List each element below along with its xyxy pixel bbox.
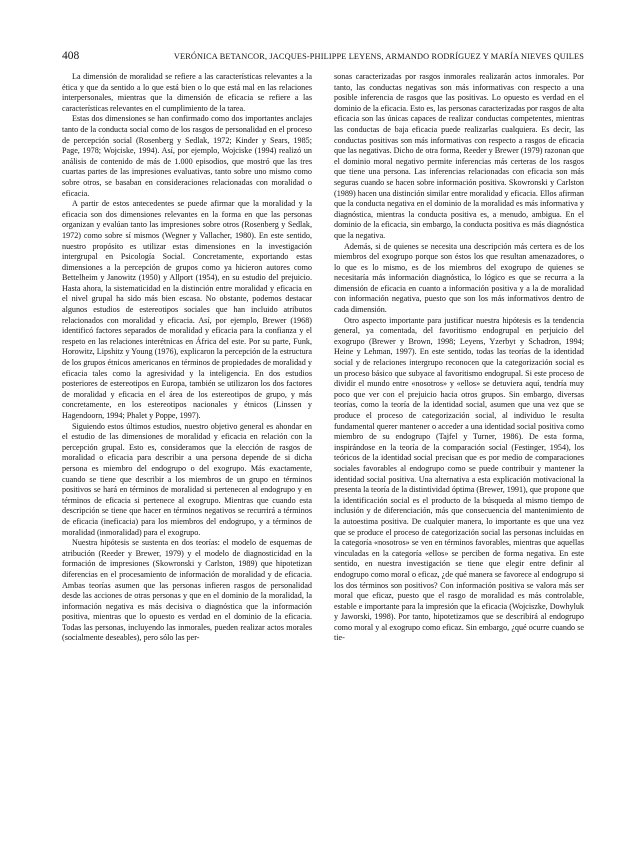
left-column (62, 72, 312, 644)
paragraph: Otro aspecto importante para justificar nuestra hipótesis es la tendencia general, ya comentada, del favoritismo endogrupal en perjuicio del exogrupo (Brewer y Brown, 1998; Leyens, Yzerbyt y Schadron, 1994; Heine y Lehman, 1997). En este sentido, todas las teorías de la identidad social y de relaciones intergrupo reconocen que la categorización social es un proceso básico que subyace al favoritismo endogrupal. Si este proceso de dividir el mundo entre «nosotros» y «ellos» se detuviera aquí, tendría muy poco que ver con el prejuicio hacia otros grupos. Sin embargo, diversas teorías, como la teoría de la identidad social, asumen que una vez que se produce el proceso de categorización social, al individuo le resulta fundamental querer mantener o acceder a una identidad social positiva como miembro de su endogrupo (Tajfel y Turner, 1986). De esta forma, inspirándose en la teoría de la comparación social (Festinger, 1954), los teóricos de la identidad social precisan que es por medio de comparaciones sociales favorables al endogrupo como se puede contribuir y mantener la identidad social positiva. Una alternativa a esta explicación motivacional la presenta la teoría de la distintividad óptima (Brewer, 1991), que propone que la identificación social es el producto de la búsqueda al mismo tiempo de inclusión y de diferenciación, más que consecuencia del mantenimiento de la autoestima positiva. De cualquier manera, lo importante es que una vez que se produce el proceso de categorización social las personas incluidas en la categoría «nosotros» se ven en términos favorables, mientras que aquellas vinculadas en la categoría «ellos» se perciben de forma negativa. En este sentido, en nuestra investigación se tiene que elegir entre definir al endogrupo como moral o eficaz, ¿de qué manera se favorece al endogrupo si los dos términos son positivos? Con información positiva se valora más ser moral que eficaz, puesto que el rasgo de moralidad es más controlable, estable e importante para la impresión que la eficacia (Wojciszke, Dowhyluk y Jaworski, 1998). Por tanto, hipotetizamos que se describirá al endogrupo como moral y al exogrupo como eficaz. Sin embargo, ¿qué ocurre cuando se tie- (334, 315, 584, 643)
paragraph: La dimensión de moralidad se refiere a las características relevantes a la ética y que da sentido a lo que está bien o lo que está mal en las relaciones interpersonales, mientras que la dimensión de eficacia se refiere a las características relevantes en el cumplimiento de la tarea. (62, 72, 312, 113)
paragraph: Nuestra hipótesis se sustenta en dos teorías: el modelo de esquemas de atribución (Reeder y Brewer, 1979) y el modelo de diagnosticidad en la formación de impresiones (Skowronski y Carlston, 1989) que hipotetizan diferencias en el procesamiento de información de moralidad y de eficacia. Ambas teorías asumen que las personas infieren rasgos de personalidad desde las acciones de otras personas y que en el dominio de la moralidad, la información negativa es más decisiva o diagnóstica que la información positiva, mientras que lo opuesto es verdad en el dominio de la eficacia. Todas las personas, incluyendo las inmorales, pueden realizar actos morales (socialmente deseables), pero sólo las per- (62, 538, 312, 643)
page-number: 408 (62, 50, 80, 62)
paragraph: Además, si de quienes se necesita una descripción más certera es de los miembros del exogrupo porque son éstos los que resultan amenazadores, o lo que es lo mismo, es de los miembros del exogrupo de quienes se necesitaría más información diagnóstica, lo lógico es que se recurra a la dimensión de eficacia en cuanto a información positiva y a la de moralidad con información negativa, puesto que son los más informativos dentro de cada dimensión. (334, 241, 584, 315)
right-column (334, 72, 584, 644)
paragraph-continuation: sonas caracterizadas por rasgos inmorales realizarán actos inmorales. Por tanto, las conductas negativas son más informativas con respecto a una posible inferencia de rasgos que las positivas. Lo opuesto es verdad en el dominio de la eficacia. Esto es, las personas caracterizadas por rasgos de alta eficacia son las únicas capaces de realizar conductas competentes, mientras las conductas de baja eficacia puede realizarlas cualquiera. Es decir, las conductas positivas son más informativas con respecto a rasgos de eficacia que las negativas. Dicho de otra forma, Reeder y Brewer (1979) razonan que el dominio moral negativo permite inferencias más certeras de los rasgos que tiene una persona. Las inferencias relacionadas con eficacia son más seguras cuando se hacen sobre información positiva. Skowronski y Carlston (1989) hacen una distinción similar entre moralidad y eficacia. Ellos afirman que la conducta negativa en el dominio de la moralidad es más informativa y diagnóstica, mientras la conducta positiva es, a menudo, ambigua. En el dominio de la eficacia, sin embargo, la conducta positiva es más diagnóstica que la negativa. (334, 72, 584, 240)
paragraph: A partir de estos antecedentes se puede afirmar que la moralidad y la eficacia son dos dimensiones relevantes en la forma en que las personas organizan y evalúan tanto las impresiones sobre otros (Rosenberg y Sedlak, 1972) como sobre sí mismos (Wegner y Vallacher, 1980). En este sentido, nuestro propósito es utilizar estas dimensiones en la investigación intergrupal en Psicología Social. Concretamente, exportando estas dimensiones a la percepción de grupos como ya hicieron autores como Bettelheim y Janowitz (1950) y Allport (1954), en su estudio del prejuicio. Hasta ahora, la sistematicidad en la distinción entre moralidad y eficacia en el nivel grupal ha sido más bien escasa. No obstante, podemos destacar algunos estudios de estereotipos sociales que han incluido atributos relacionados con moralidad y eficacia. Así, por ejemplo, Brewer (1968) identificó factores separados de moralidad y eficacia para la confianza y el respeto en las relaciones interétnicas en África del este. Por su parte, Funk, Horowitz, Lipshitz y Young (1976), explicaron la percepción de la estructura de los grupos étnicos americanos en términos de propiedades de moralidad y eficacia tales como la agresividad y la inteligencia. En dos estudios posteriores de estereotipos en Europa, también se utilizaron los dos factores de moralidad y eficacia en el área de los estereotipos de grupo, y más concretamente, en los estereotipos nacionales y étnicos (Linssen y Hagendoorn, 1994; Phalet y Poppe, 1997). (62, 199, 312, 420)
page-header (62, 50, 584, 64)
running-head-authors: VERÓNICA BETANCOR, JACQUES-PHILIPPE LEYENS, ARMANDO RODRÍGUEZ Y MARÍA NIEVES QUILES (173, 52, 584, 61)
paragraph: Estas dos dimensiones se han confirmado como dos importantes anclajes tanto de la conducta social como de los rasgos de personalidad en el proceso de percepción social (Rosenberg y Sedlak, 1972; Kinder y Sears, 1985; Page, 1978; Wojciske, 1994). Así, por ejemplo, Wojciske (1994) realizó un análisis de contenido de más de 1.000 episodios, que mostró que las tres cuartas partes de las impresiones evaluativas, tanto sobre uno mismo como sobre otros, se basaban en consideraciones relacionadas con moralidad o eficacia. (62, 114, 312, 198)
paragraph: Siguiendo estos últimos estudios, nuestro objetivo general es ahondar en el estudio de las dimensiones de moralidad y eficacia en relación con la percepción grupal. Esto es, consideramos que la elección de rasgos de moralidad o eficacia para describir a una persona depende de si dicha persona es miembro del endogrupo o del exogrupo. Más exactamente, cuando se tiene que describir a los miembros de un grupo en términos positivos se hará en términos de moralidad si pertenecen al endogrupo y en términos de eficacia si pertenece al exogrupo. Mientras que cuando esta descripción se tiene que hacer en términos negativos se recurrirá a términos de eficacia (ineficacia) para los miembros del endogrupo, y a términos de moralidad (inmoralidad) para el exogrupo. (62, 421, 312, 537)
